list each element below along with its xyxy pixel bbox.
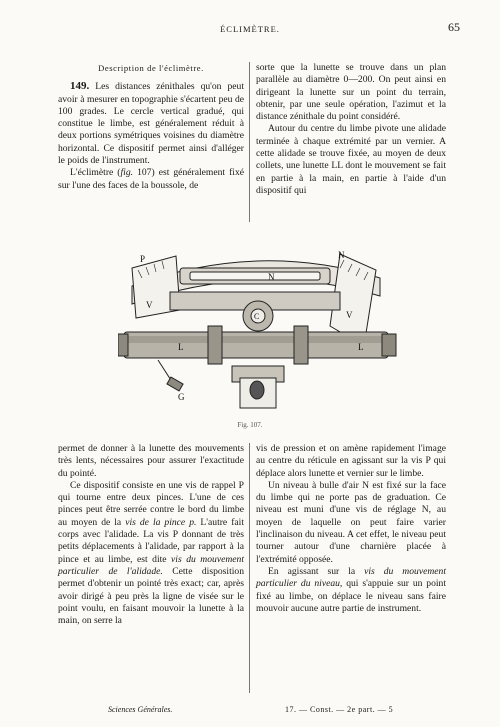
right-column-top: [256, 62, 446, 197]
paragraph-text: Les distances zénithales qu'on peut avoir à mesurer en topographie s'écartent peu de 100 grades. Le cercle vertical gradué, qui constitue le limbe, est généralement réduit à deux portions symétriques voisines du diamètre horizontal. Ce dispositif permet ainsi d'alléger le poids de l'instrument.: [58, 81, 244, 167]
paragraph-text: sorte que la lunette se trouve dans un plan parallèle au diamètre 0—200. On peut ainsi en dirigeant la lunette sur un point du terrain, obtenir, par une seule opération, l'azimut et la distance zénithale du point considéré.: [256, 62, 446, 123]
left-column-top: [58, 62, 244, 192]
text-run: Cette disposition permet d'obtenir un pointé très exact; car, après avoir dirigé à peu près la ligne de visée sur le point voulu, en faisant mouvoir la lunette à la main, on serre la: [58, 565, 244, 627]
section-title: Description de l'éclimètre.: [98, 63, 204, 73]
column-rule-top: [249, 62, 250, 222]
running-head: ÉCLIMÈTRE.: [220, 24, 280, 34]
paragraph-figure-ref: [58, 167, 244, 192]
figure-label: C: [254, 312, 260, 321]
figure-caption: Fig. 107.: [237, 421, 263, 429]
figure-label: G: [178, 392, 185, 402]
figure-label: L: [178, 342, 184, 352]
paragraph-text: Un niveau à bulle d'air N est fixé sur la face du limbe qui ne porte pas de graduation. Ce niveau est muni d'une vis de réglage N, au moyen de laquelle on peut faire varier l'inclinaison du niveau. A cet effet, le niveau peut tourner autour d'une charnière placée à l'extrémité opposée.: [256, 479, 446, 565]
figure-label: N: [338, 250, 345, 260]
paragraph-149: [58, 80, 244, 167]
text-run: L'éclimètre (: [70, 167, 121, 179]
paragraph-text: permet de donner à la lunette des mouvements très lents, nécessaires pour assurer l'exactitude du pointé.: [58, 443, 244, 479]
figure-label: P: [140, 254, 146, 264]
footer-left: Sciences Générales.: [108, 705, 173, 714]
paragraph-text: Autour du centre du limbe pivote une alidade terminée à chaque extrémité par un vernier. A cette alidade se trouve fixée, au moyen de deux collets, une lunette LL dont le mouvement se fait en partie à la main, en partie à l'aide d'un dispositif qui: [256, 123, 446, 196]
column-rule-bottom: [249, 443, 250, 693]
figure-label: L: [358, 342, 364, 352]
left-column-bottom: [58, 443, 244, 627]
figure-label: V: [146, 300, 153, 310]
figure-label: N: [268, 272, 275, 282]
figure-label: V: [346, 310, 353, 320]
text-run: Ce dispositif consiste en une vis de rappel P qui tourne entre deux pinces. L'une de ces pinces peut être serrée contre le bord du limbe au moyen de la: [58, 479, 244, 528]
figure-ref: fig.: [120, 167, 134, 179]
footer-signature: 17. — Const. — 2e part. — 5: [285, 705, 394, 714]
paragraph-niveau: [256, 566, 446, 615]
text-run: L'autre fait corps avec l'alidade. La vis P donnant de très petits déplacements à l'alidade, par rapport à la pince et au limbe, est dite: [58, 516, 244, 565]
section-number: 149.: [70, 80, 90, 93]
eclimetre-figure: [118, 248, 398, 410]
page-number: 65: [448, 20, 460, 34]
paragraph-text: vis de pression et on amène rapidement l'image au centre du réticule en agissant sur la vis P qui déplace alors lunette et vernier sur le limbe.: [256, 443, 446, 479]
italic-run: vis de la pince p.: [125, 516, 197, 528]
right-column-bottom: [256, 443, 446, 615]
italic-run: vis du mouvement particulier de l'alidade.: [58, 553, 244, 577]
paragraph-rappel: [58, 480, 244, 628]
italic-run: vis du mouvement particulier du niveau,: [256, 565, 446, 590]
text-run: 107) est généralement fixé sur l'une des faces de la boussole, de: [58, 167, 245, 191]
text-run: En agissant sur la: [268, 565, 365, 577]
text-run: qui s'appuie sur un point fixé au limbe, on déplace le niveau sans faire mouvoir aucune autre partie de instrument.: [256, 578, 447, 614]
